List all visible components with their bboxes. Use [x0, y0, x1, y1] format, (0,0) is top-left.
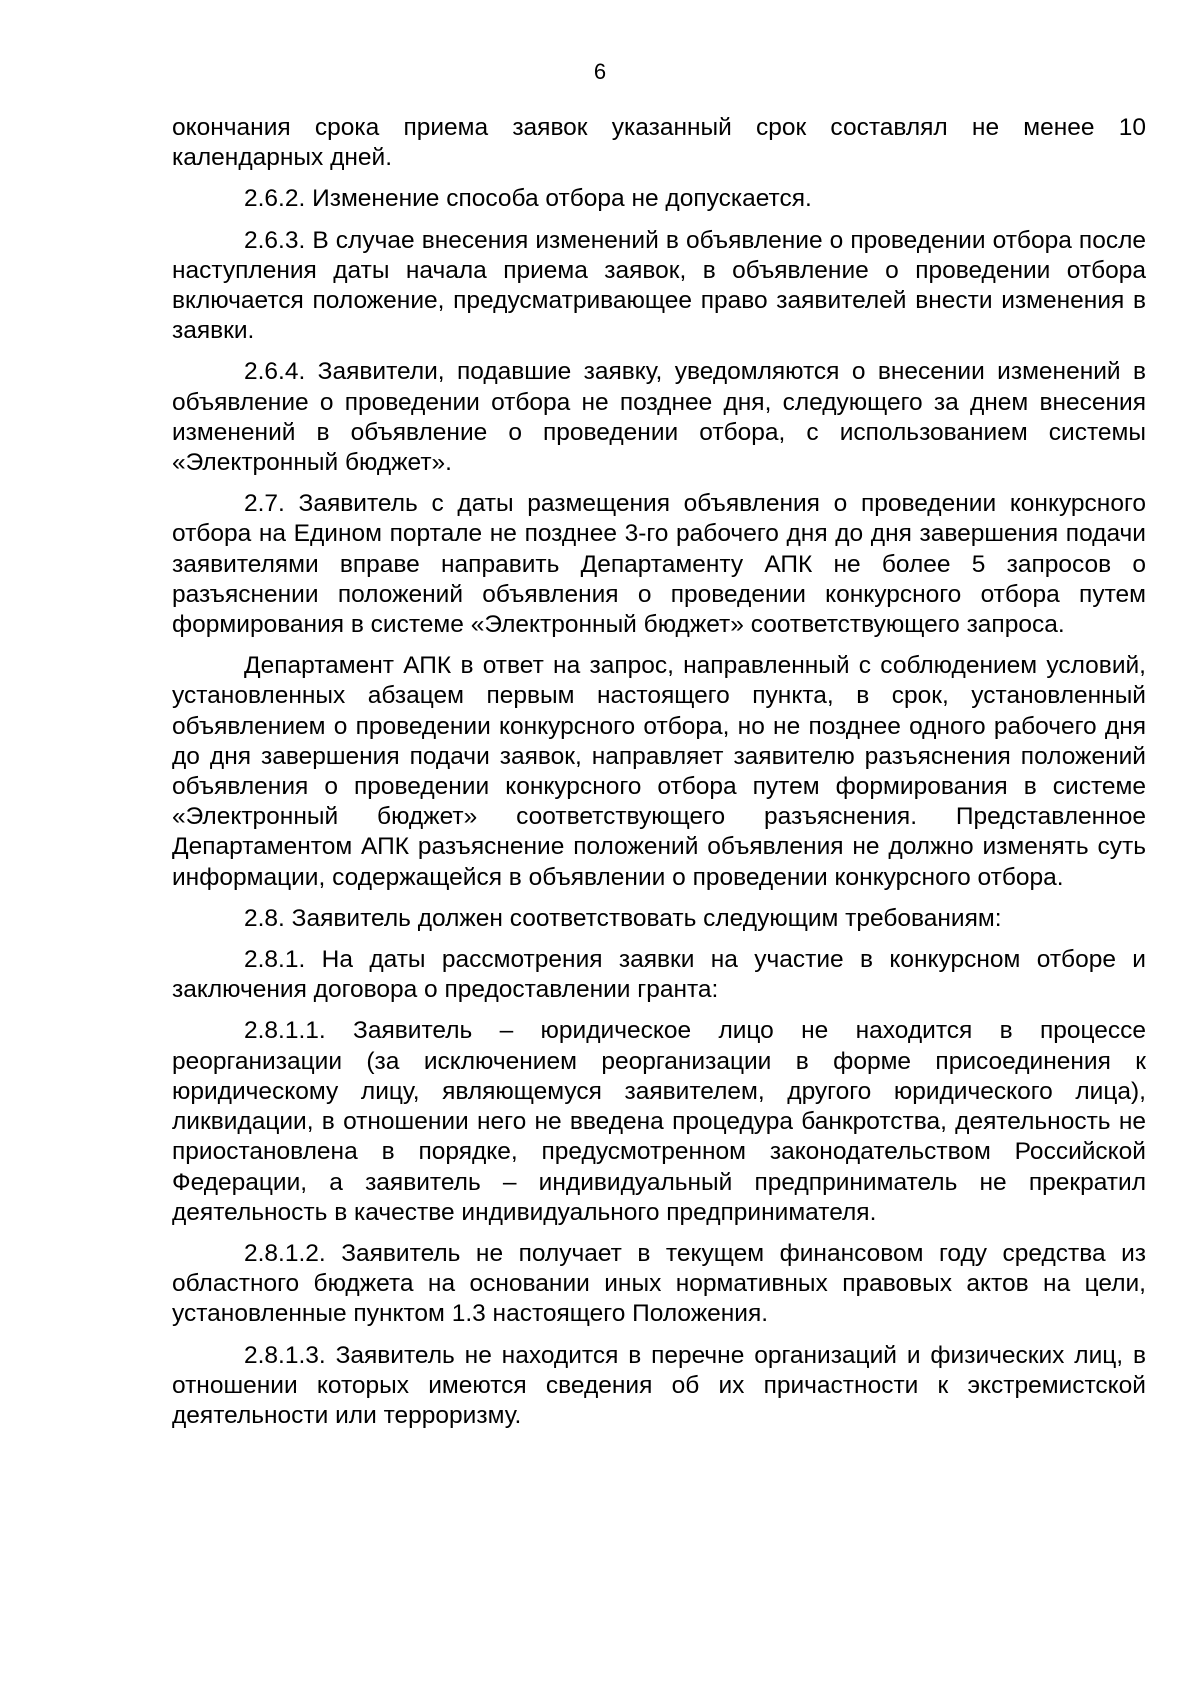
page-number: 6 — [593, 59, 607, 84]
paragraph-2-8-1-2: 2.8.1.2. Заявитель не получает в текущем финансовом году средства из областного бюджета на основании иных нормативных правовых актов на цели, установленные пунктом 1.3 настоящего Положения. — [172, 1239, 1146, 1328]
paragraph-2-8-1-1: 2.8.1.1. Заявитель – юридическое лицо не находится в процессе реорганизации (за исключением реорганизации в форме присоединения к юридическому лицу, являющемуся заявителем, другого юридического лица), ликвидации, в отношении него не введена процедура банкротства, деятельность не приостановлена в порядке, предусмотренном законодательством Российской Федерации, а заявитель – индивидуальный предприниматель не прекратил деятельность в качестве индивидуального предпринимателя. — [172, 1017, 1146, 1226]
document-body — [172, 113, 1146, 1442]
paragraph-2-6-4: 2.6.4. Заявители, подавшие заявку, уведомляются о внесении изменений в объявление о проведении отбора не позднее дня, следующего за днем внесения изменений в объявление о проведении отбора, с использованием системы «Электронный бюджет». — [172, 358, 1146, 477]
paragraph-2-6-2: 2.6.2. Изменение способа отбора не допускается. — [244, 185, 812, 213]
paragraph-2-8-1-3: 2.8.1.3. Заявитель не находится в перечне организаций и физических лиц, в отношении которых имеются сведения об их причастности к экстремистской деятельности или терроризму. — [172, 1341, 1146, 1429]
paragraph-continuation: окончания срока приема заявок указанный срок составлял не менее 10 календарных дней. — [172, 114, 1146, 172]
paragraph-2-8: 2.8. Заявитель должен соответствовать следующим требованиям: — [244, 904, 1002, 932]
paragraph-2-6-3: 2.6.3. В случае внесения изменений в объявление о проведении отбора после наступления даты начала приема заявок, в объявление о проведении отбора включается положение, предусматривающее право заявителей внести изменения в заявки. — [172, 226, 1146, 345]
paragraph-2-7-response: Департамент АПК в ответ на запрос, направленный с соблюдением условий, установленных абзацем первым настоящего пункта, в срок, установленный объявлением о проведении конкурсного отбора, но не позднее одного рабочего дня до дня завершения подачи заявок, направляет заявителю разъяснения положений объявления о проведении конкурсного отбора путем формирования в системе «Электронный бюджет» соответствующего разъяснения. Представленное Департаментом АПК разъяснение положений объявления не должно изменять суть информации, содержащейся в объявлении о проведении конкурсного отбора. — [172, 652, 1146, 891]
paragraph-2-7: 2.7. Заявитель с даты размещения объявления о проведении конкурсного отбора на Едином портале не позднее 3-го рабочего дня до дня завершения подачи заявителями вправе направить Департаменту АПК не более 5 запросов о разъяснении положений объявления о проведении конкурсного отбора путем формирования в системе «Электронный бюджет» соответствующего запроса. — [172, 490, 1146, 639]
paragraph-2-8-1: 2.8.1. На даты рассмотрения заявки на участие в конкурсном отборе и заключения договора о предоставлении гранта: — [172, 946, 1146, 1004]
